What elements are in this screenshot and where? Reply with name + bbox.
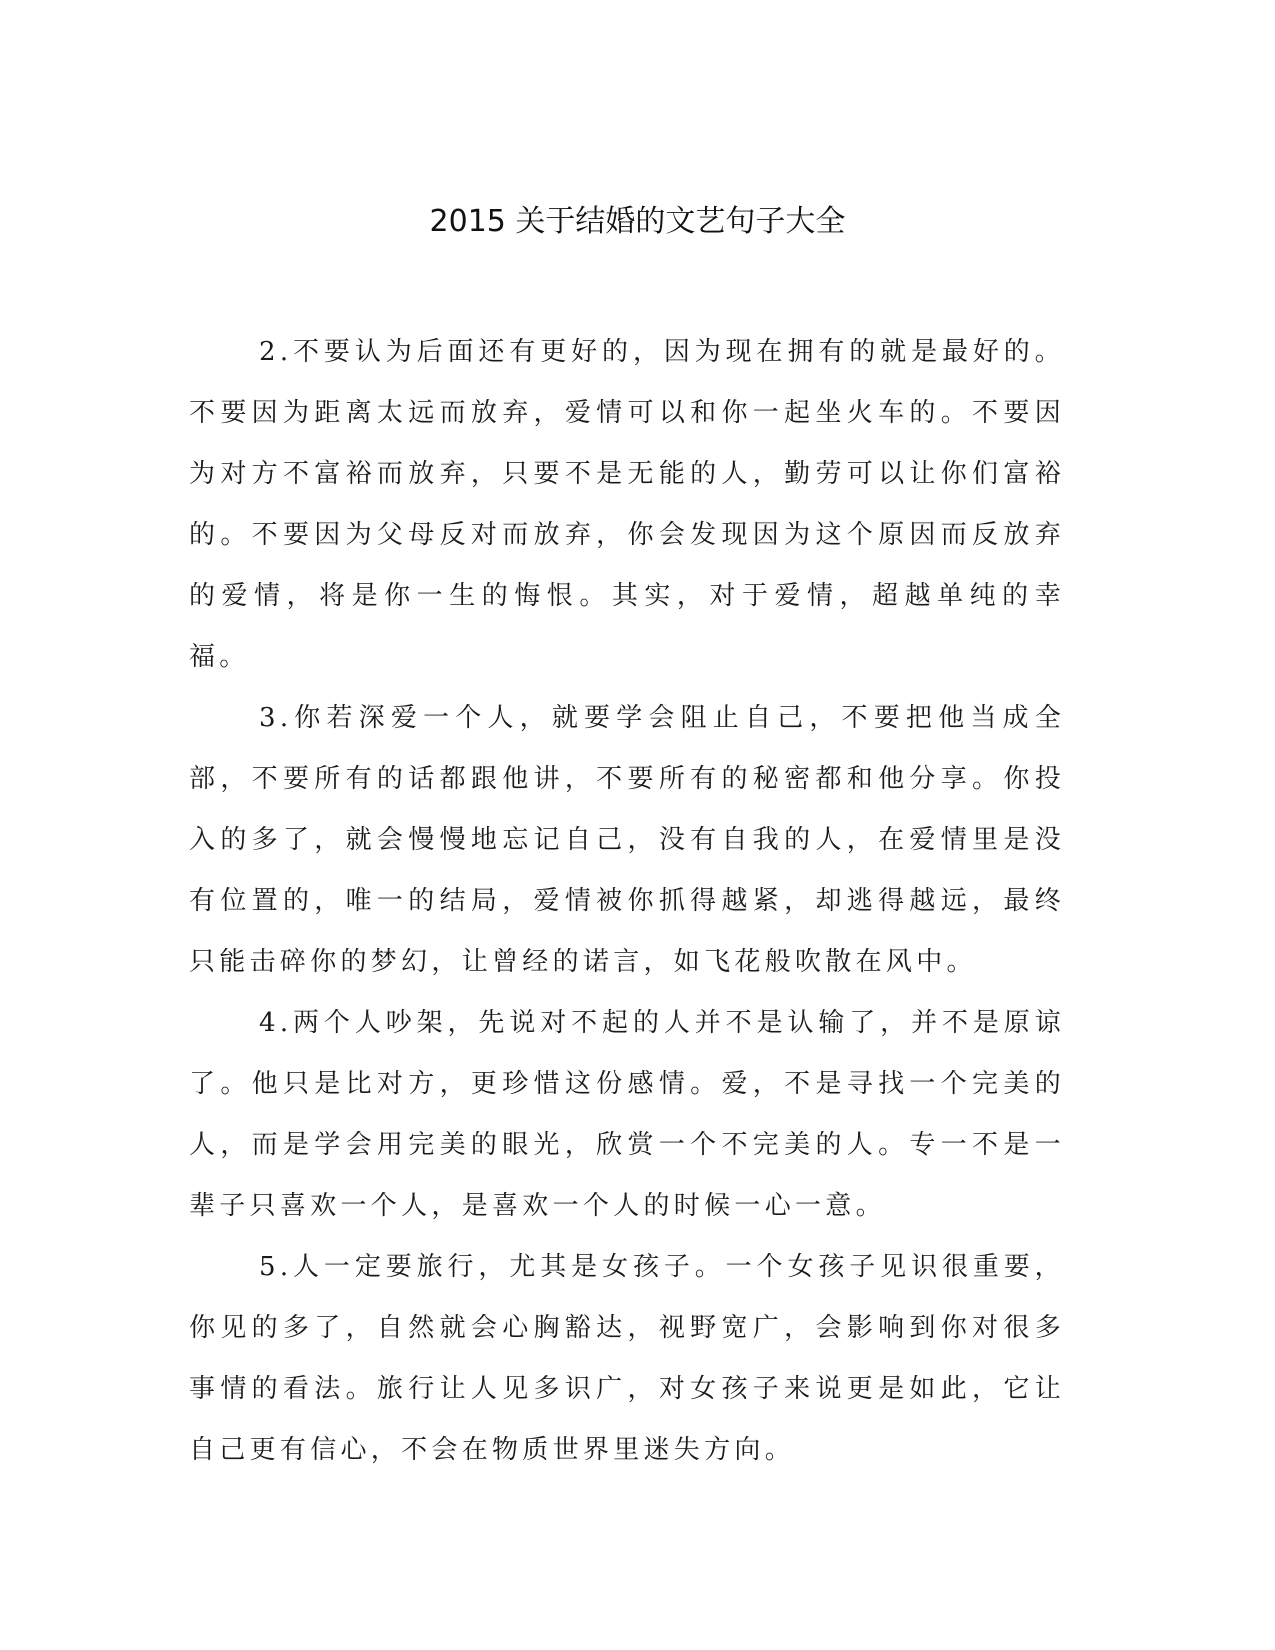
paragraph-5: 5.人一定要旅行，尤其是女孩子。一个女孩子见识很重要，你见的多了，自然就会心胸豁达，视野宽广，会影响到你对很多事情的看法。旅行让人见多识广，对女孩子来说更是如此，它让自己更有信心，不会在物质世界里迷失方向。 <box>189 1252 1065 1465</box>
paragraph-4: 4.两个人吵架，先说对不起的人并不是认输了，并不是原谅了。他只是比对方，更珍惜这份感情。爱，不是寻找一个完美的人，而是学会用完美的眼光，欣赏一个不完美的人。专一不是一辈子只喜欢一个人，是喜欢一个人的时候一心一意。 <box>189 1008 1065 1221</box>
paragraph-2: 2.不要认为后面还有更好的，因为现在拥有的就是最好的。不要因为距离太远而放弃，爱情可以和你一起坐火车的。不要因为对方不富裕而放弃，只要不是无能的人，勤劳可以让你们富裕的。不要因为父母反对而放弃，你会发现因为这个原因而反放弃的爱情，将是你一生的悔恨。其实，对于爱情，超越单纯的幸福。 <box>189 337 1065 672</box>
document-title: 2015 关于结婚的文艺句子大全 <box>429 204 846 239</box>
document-body <box>189 322 1065 1481</box>
paragraph-3: 3.你若深爱一个人，就要学会阻止自己，不要把他当成全部，不要所有的话都跟他讲，不要所有的秘密都和他分享。你投入的多了，就会慢慢地忘记自己，没有自我的人，在爱情里是没有位置的，唯一的结局，爱情被你抓得越紧，却逃得越远，最终只能击碎你的梦幻，让曾经的诺言，如飞花般吹散在风中。 <box>189 703 1065 977</box>
